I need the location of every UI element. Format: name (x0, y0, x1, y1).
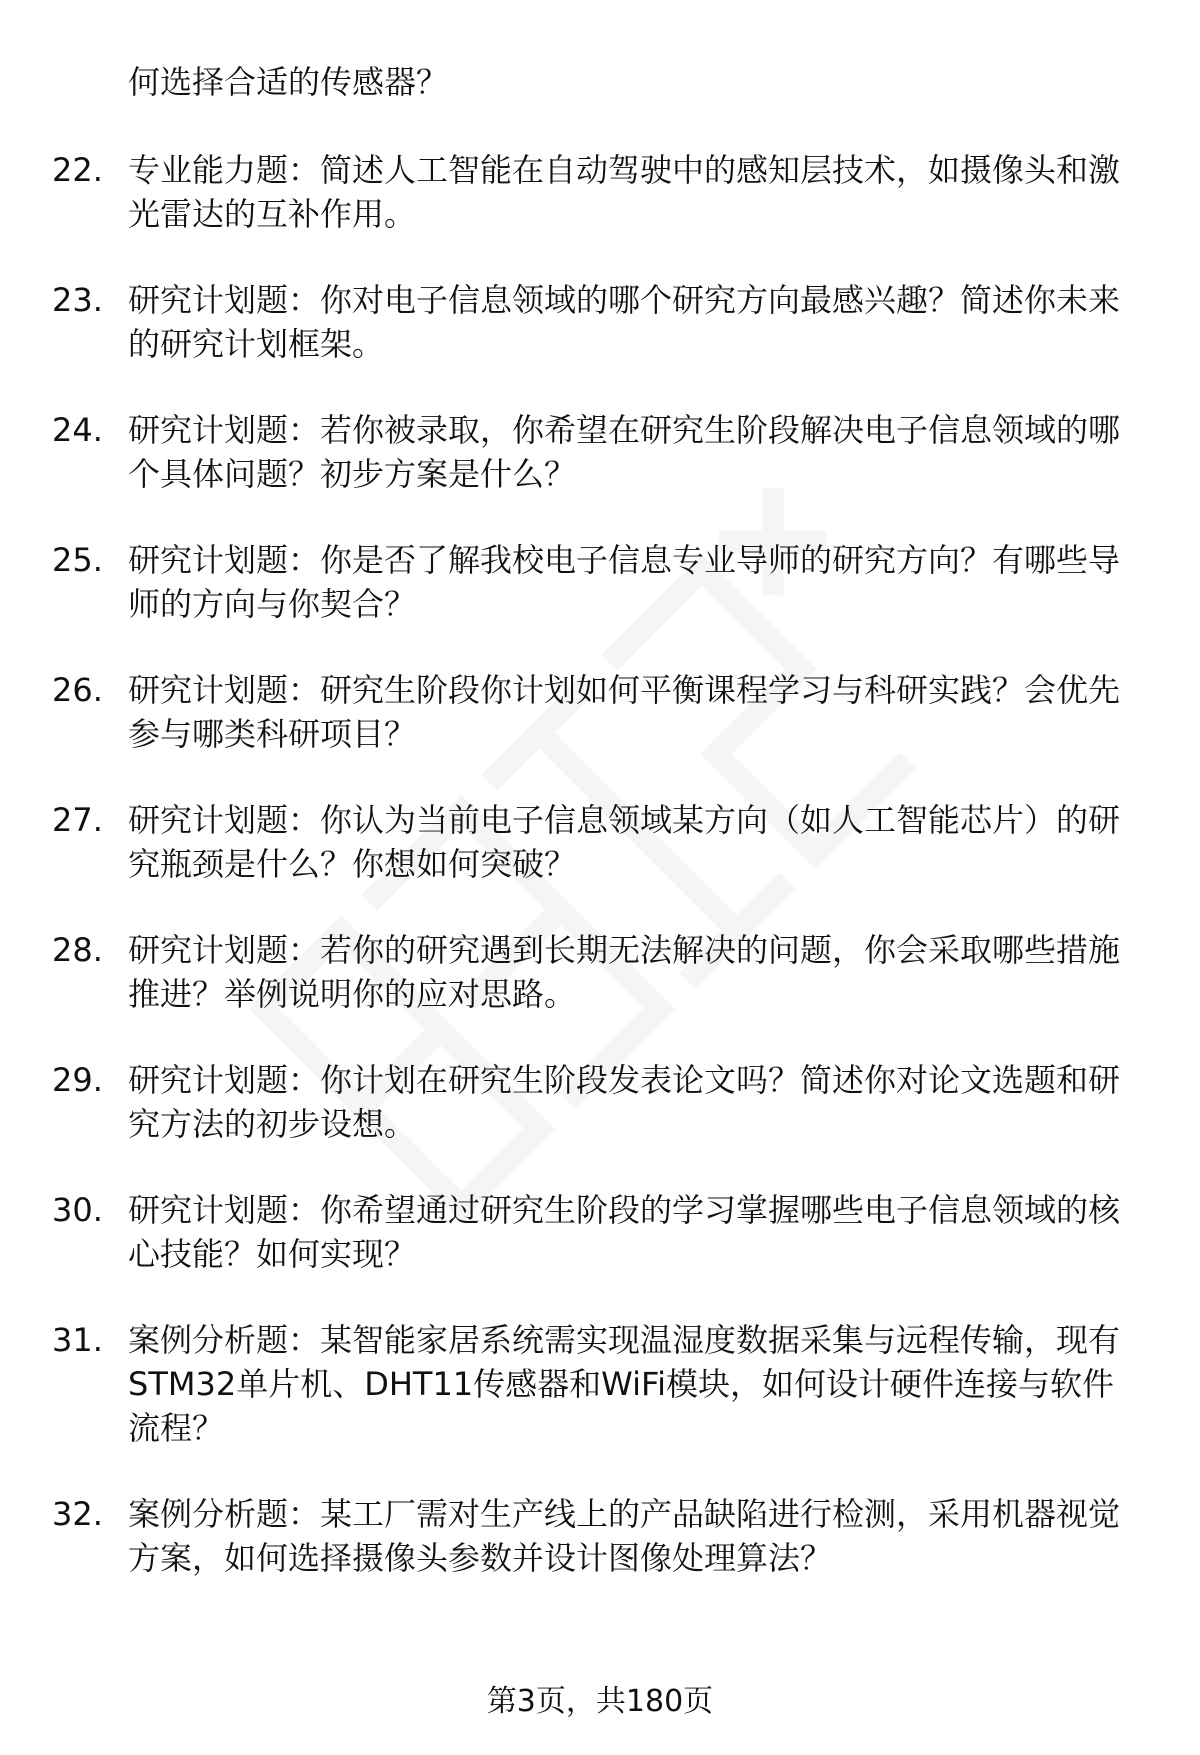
question-item (0, 798, 1200, 886)
question-text: 研究计划题：若你的研究遇到长期无法解决的问题，你会采取哪些措施推进？举例说明你的应对思路。 (128, 931, 1121, 1013)
question-number: 28. (52, 931, 103, 969)
question-item (0, 1492, 1200, 1580)
question-number: 27. (52, 801, 103, 839)
question-text: 案例分析题：某工厂需对生产线上的产品缺陷进行检测，采用机器视觉方案，如何选择摄像头参数并设计图像处理算法？ (128, 1495, 1121, 1577)
question-text: 研究计划题：你对电子信息领域的哪个研究方向最感兴趣？简述你未来的研究计划框架。 (128, 281, 1121, 363)
question-text: 研究计划题：你希望通过研究生阶段的学习掌握哪些电子信息领域的核心技能？如何实现？ (128, 1191, 1121, 1273)
question-text: 案例分析题：某智能家居系统需实现温湿度数据采集与远程传输，现有STM32单片机、DHT11传感器和WiFi模块，如何设计硬件连接与软件流程？ (128, 1321, 1121, 1447)
question-text: 研究计划题：你计划在研究生阶段发表论文吗？简述你对论文选题和研究方法的初步设想。 (128, 1061, 1121, 1143)
question-item (0, 1318, 1200, 1450)
question-item (0, 408, 1200, 496)
question-text: 研究计划题：研究生阶段你计划如何平衡课程学习与科研实践？会优先参与哪类科研项目？ (128, 671, 1121, 753)
question-item (0, 538, 1200, 626)
question-text: 专业能力题：简述人工智能在自动驾驶中的感知层技术，如摄像头和激光雷达的互补作用。 (128, 151, 1121, 233)
question-number: 23. (52, 281, 103, 319)
question-number: 26. (52, 671, 103, 709)
question-item (0, 1188, 1200, 1276)
question-item (0, 1058, 1200, 1146)
question-number: 25. (52, 541, 103, 579)
continued-question-text: 何选择合适的传感器？ (128, 63, 449, 101)
question-text: 研究计划题：若你被录取，你希望在研究生阶段解决电子信息领域的哪个具体问题？初步方案是什么？ (128, 411, 1121, 493)
question-item (0, 278, 1200, 366)
question-number: 24. (52, 411, 103, 449)
question-list (0, 148, 1200, 1622)
question-number: 30. (52, 1191, 103, 1229)
question-item (0, 148, 1200, 236)
question-number: 31. (52, 1321, 103, 1359)
question-item (0, 668, 1200, 756)
question-number: 29. (52, 1061, 103, 1099)
question-number: 32. (52, 1495, 103, 1533)
page-footer: 第3页，共180页 (486, 1684, 714, 1719)
question-number: 22. (52, 151, 103, 189)
question-item (0, 928, 1200, 1016)
question-text: 研究计划题：你是否了解我校电子信息专业导师的研究方向？有哪些导师的方向与你契合？ (128, 541, 1121, 623)
question-text: 研究计划题：你认为当前电子信息领域某方向（如人工智能芯片）的研究瓶颈是什么？你想如何突破？ (128, 801, 1121, 883)
